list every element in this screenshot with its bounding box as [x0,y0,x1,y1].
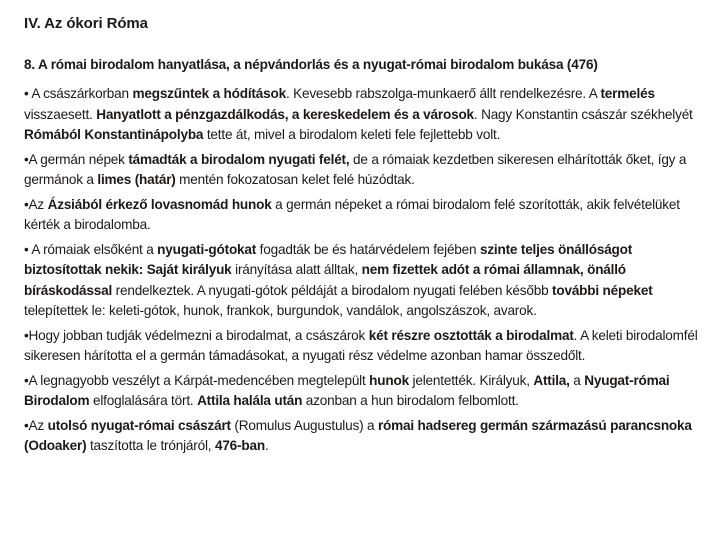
bold-text-segment: limes (határ) [97,172,176,187]
bold-text-segment: nyugati-gótokat [157,241,257,257]
text-segment: telepítettek le: keleti-gótok, hunok, frankok, burgundok, vandálok, angolszászok, avarok. [24,303,537,318]
text-segment: . A keleti birodalomfél sikeresen hárította el a germán támadásokat, a nyugati rész védelme azonban hamar összedőlt. [24,327,698,363]
text-segment: • A rómaiak elsőként a [24,241,158,257]
bullet-paragraph [24,326,698,367]
text-segment: tette át, mivel a birodalom keleti fele fejlettebb volt. [203,127,501,142]
text-segment: •A legnagyobb veszélyt a Kárpát-medencében megtelepült [24,372,370,388]
text-segment: irányítása alatt álltak, [231,262,362,277]
bold-text-segment: Attila, [533,372,570,388]
bold-text-segment: megszűntek a hódítások [132,86,286,101]
text-segment: rendelkeztek. A nyugati-gótok példáját a birodalom nyugati felében később [112,282,553,298]
text-segment: . Kevesebb rabszolga-munkaerő állt rendelkezésre. A [285,86,601,101]
text-segment: • A császárkorban [24,86,133,101]
text-segment: visszaesett. [24,106,97,122]
text-segment: •Az [24,417,48,433]
bold-text-segment: utolsó nyugat-római császárt [47,417,231,433]
bullet-paragraph [24,150,698,191]
text-segment: taszította le trónjáról, [86,438,215,453]
bold-text-segment: szinte teljes önállóságot biztosítottak nekik: Saját királyuk [24,241,633,277]
bold-text-segment: Nyugat-római Birodalom [24,372,670,408]
text-segment: fogadták be és határvédelem fejében [256,241,480,257]
text-segment: (Romulus Augustulus) a [230,417,378,433]
paragraph-list [24,84,698,457]
text-segment: •A germán népek [24,151,129,167]
text-segment: . Nagy Konstantin császár székhelyét [473,106,693,122]
text-segment: . [264,438,269,453]
text-segment: a germán népeket a római birodalom felé szorították, akik felvételüket kérték a birodalomba. [24,196,680,232]
bold-text-segment: Ázsiából érkező lovasnomád hunok [47,196,272,212]
text-segment: •Hogy jobban tudják védelmezni a birodalmat, a császárok [24,327,369,343]
bold-text-segment: támadták a birodalom nyugati felét, [128,151,350,167]
bullet-paragraph [24,84,698,146]
text-segment: a [569,372,585,388]
bold-text-segment: két részre osztották a birodalmat [368,327,574,343]
text-segment: mentén fokozatosan kelet felé húzódtak. [175,172,415,187]
page-title: IV. Az ókori Róma [24,15,148,32]
bold-text-segment: Attila halála után [197,393,303,408]
bullet-paragraph [24,195,698,236]
bold-text-segment: Rómából Konstantinápolyba [24,127,204,142]
text-segment: de a rómaiak kezdetben sikeresen elhárították őket, így a germánok a [24,151,687,187]
text-segment: elfoglalására tört. [89,393,198,408]
bold-text-segment: római hadsereg germán származású parancsnoka (Odoaker) [24,417,692,453]
bullet-paragraph [24,416,698,457]
text-segment: azonban a hun birodalom felbomlott. [302,393,519,408]
bold-text-segment: nem fizettek adót a római államnak, önálló bíráskodással [24,262,626,298]
bold-text-segment: 476-ban [214,438,265,453]
text-segment: •Az [24,196,48,212]
bullet-paragraph [24,240,698,322]
text-segment: jelentették. Királyuk, [408,372,534,388]
bold-text-segment: termelés [600,86,655,101]
bold-text-segment: Hanyatlott a pénzgazdálkodás, a kereskedelem és a városok [96,106,474,122]
bold-text-segment: további népeket [552,282,653,298]
bullet-paragraph [24,371,698,412]
section-heading: 8. A római birodalom hanyatlása, a népvándorlás és a nyugat-római birodalom bukása (476) [24,57,598,72]
bold-text-segment: hunok [369,372,409,388]
